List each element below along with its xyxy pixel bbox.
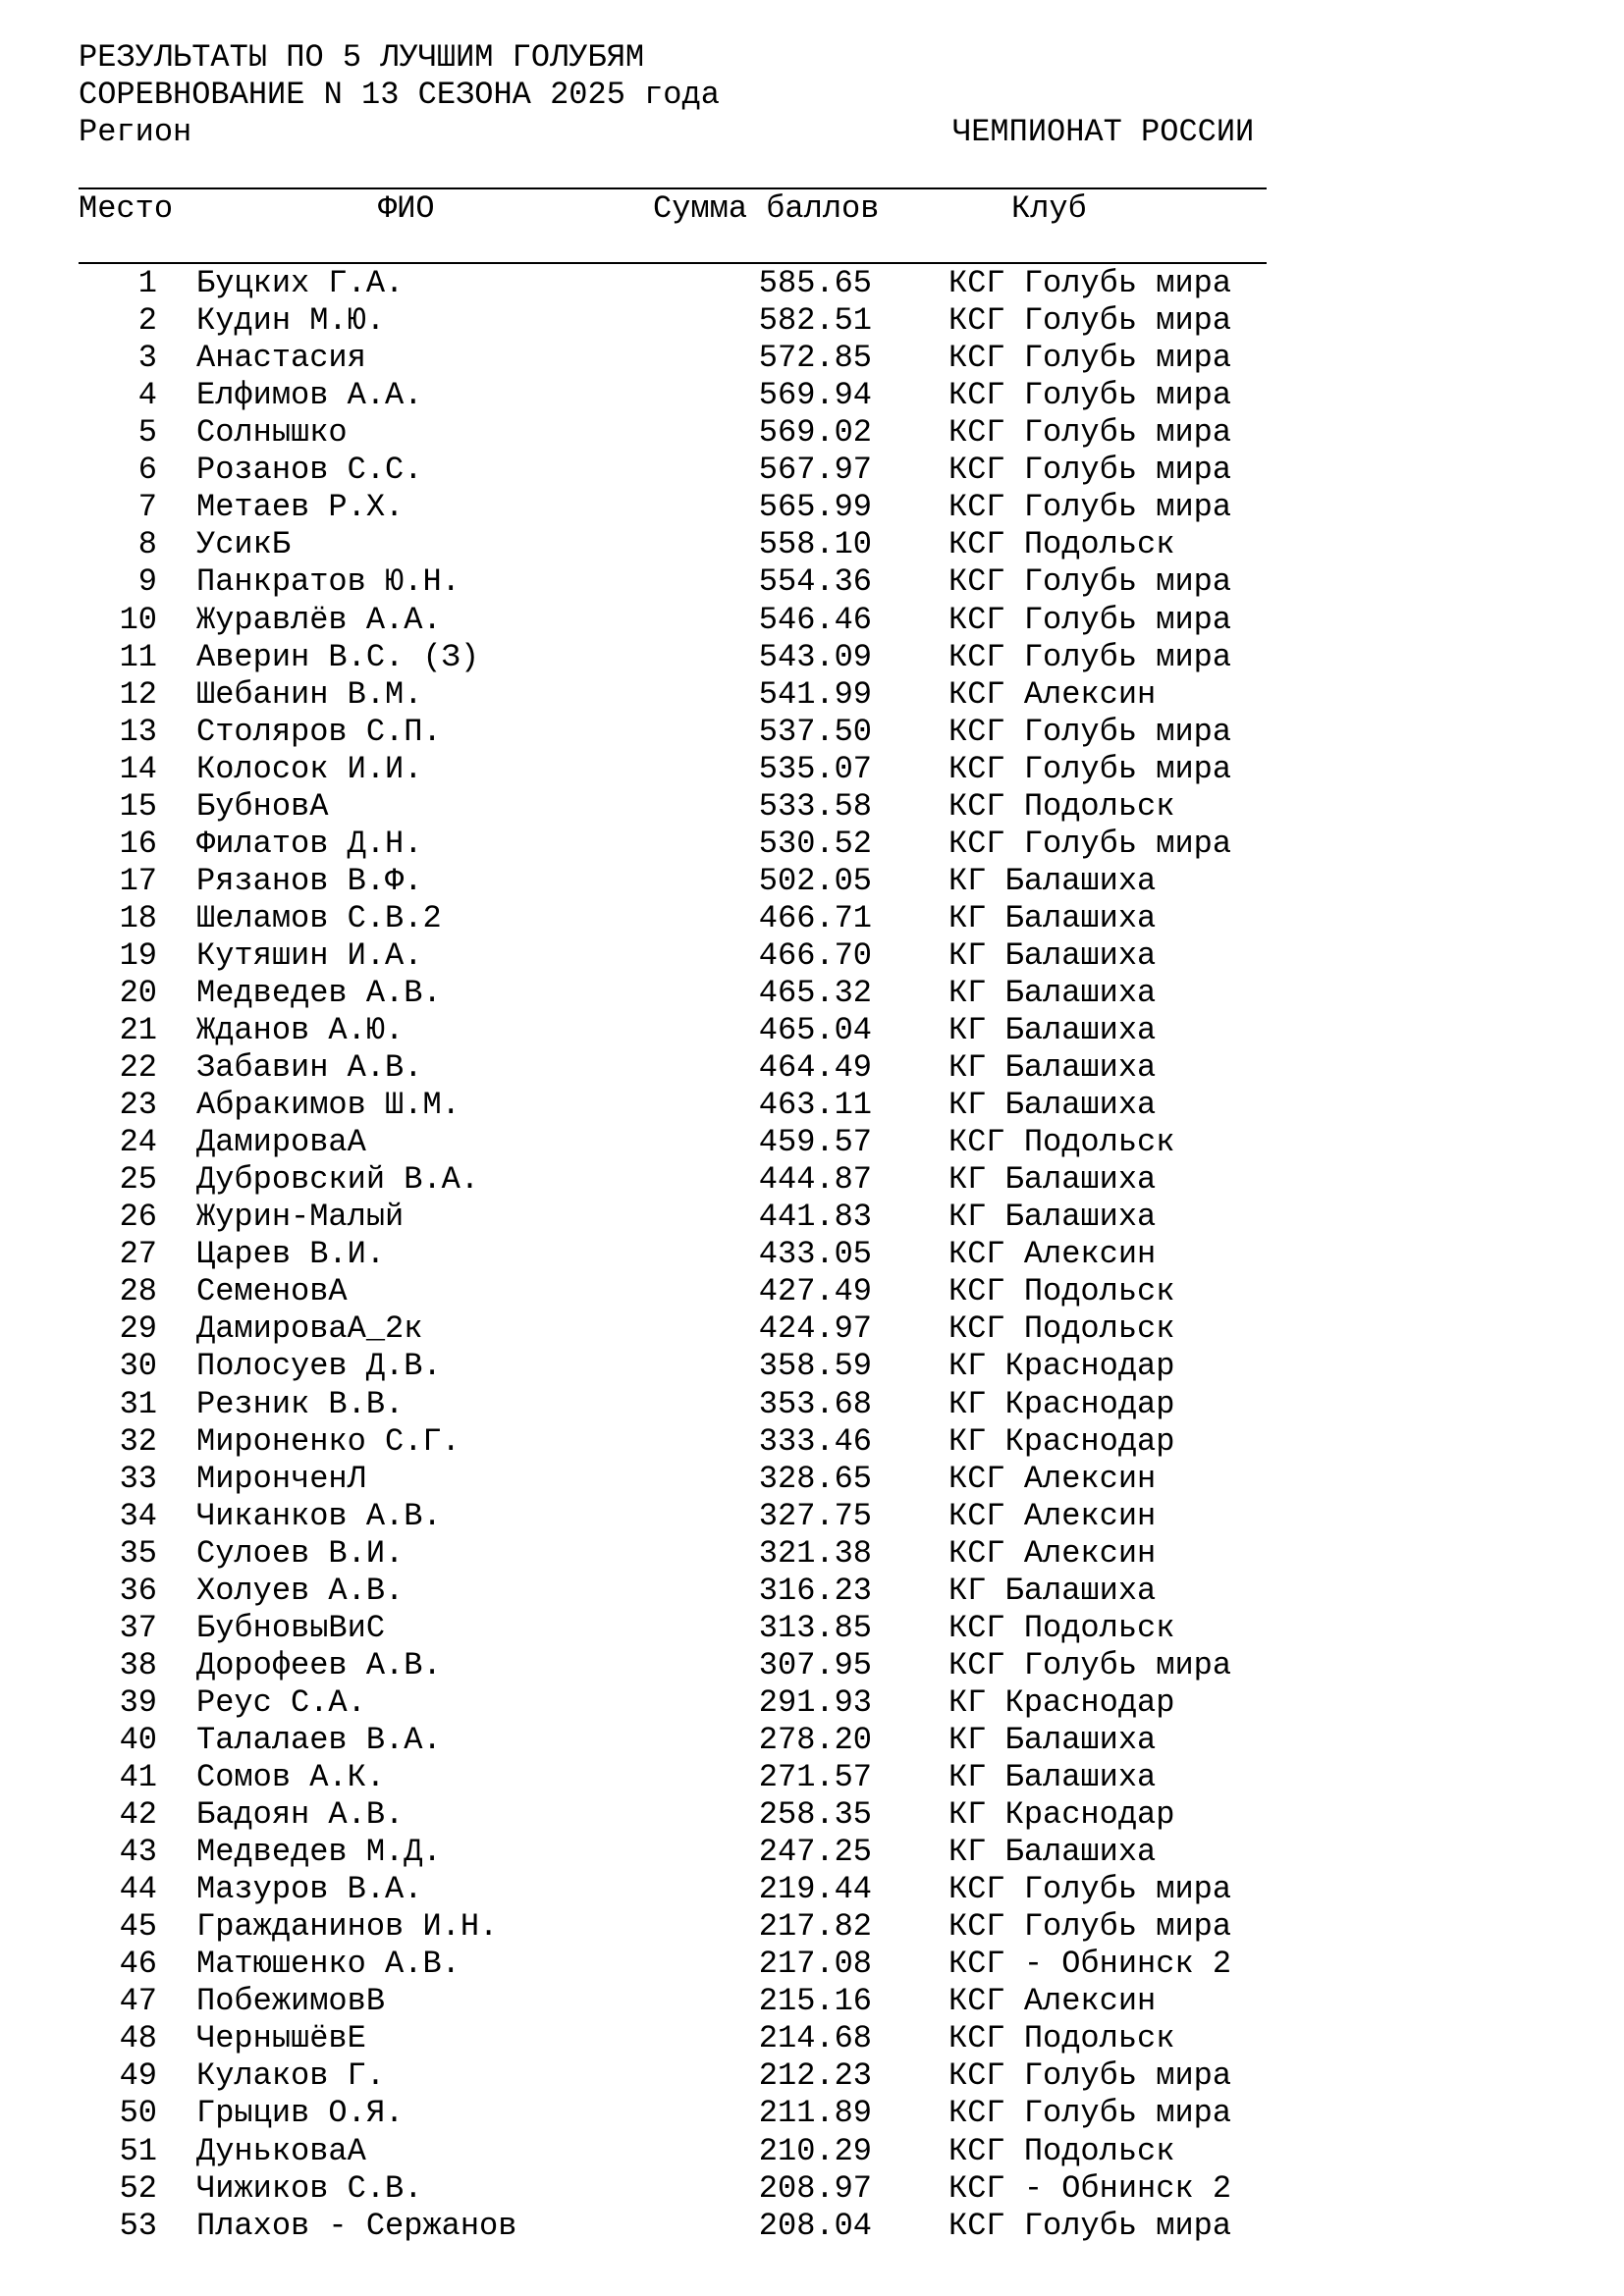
col-header-rank: Место — [79, 190, 174, 227]
rank-cell: 40 — [119, 1721, 157, 1758]
name-cell: Чиканков А.В. — [196, 1497, 442, 1534]
club-cell: КСГ Голубь мира — [948, 1871, 1232, 1908]
table-row — [0, 1908, 1624, 1946]
name-cell: Журавлёв А.А. — [196, 601, 442, 638]
rank-cell: 30 — [119, 1348, 157, 1385]
region-label: Регион — [79, 114, 192, 150]
name-cell: Розанов С.С. — [196, 452, 423, 489]
club-cell: КСГ Голубь мира — [948, 601, 1232, 638]
name-cell: Кулаков Г. — [196, 2057, 386, 2095]
table-row — [0, 751, 1624, 788]
table-row — [0, 1946, 1624, 1983]
rank-cell: 49 — [119, 2057, 157, 2095]
rank-cell: 9 — [137, 563, 157, 601]
championship-label: ЧЕМПИОНАТ РОССИИ — [952, 114, 1255, 150]
name-cell: БубновыВиС — [196, 1609, 386, 1646]
club-cell: КСГ Голубь мира — [948, 2057, 1232, 2095]
table-row — [0, 1087, 1624, 1124]
name-cell: Талалаев В.А. — [196, 1721, 442, 1758]
score-cell: 582.51 — [758, 302, 872, 340]
score-cell: 585.65 — [758, 265, 872, 301]
name-cell: ЧернышёвЕ — [196, 2020, 366, 2057]
rank-cell: 5 — [137, 414, 157, 452]
rank-cell: 41 — [119, 1759, 157, 1795]
score-cell: 465.32 — [758, 974, 872, 1011]
rank-cell: 27 — [119, 1236, 157, 1273]
score-cell: 543.09 — [758, 638, 872, 675]
rank-cell: 32 — [119, 1422, 157, 1460]
table-row — [0, 1461, 1624, 1498]
name-cell: Грыцив О.Я. — [196, 2095, 405, 2132]
table-row — [0, 1236, 1624, 1273]
club-cell: КСГ Голубь мира — [948, 563, 1232, 601]
table-row — [0, 900, 1624, 937]
name-cell: Забавин А.В. — [196, 1049, 423, 1086]
rank-cell: 11 — [119, 638, 157, 675]
rank-cell: 3 — [137, 340, 157, 377]
rank-cell: 46 — [119, 1946, 157, 1983]
rank-cell: 15 — [119, 787, 157, 825]
club-cell: КСГ Голубь мира — [948, 713, 1232, 750]
name-cell: Матюшенко А.В. — [196, 1946, 460, 1983]
club-cell: КГ Балашиха — [948, 1049, 1157, 1086]
name-cell: Мироненко С.Г. — [196, 1422, 460, 1460]
table-row — [0, 1348, 1624, 1385]
name-cell: Сомов А.К. — [196, 1759, 386, 1795]
rank-cell: 34 — [119, 1497, 157, 1534]
club-cell: КГ Балашиха — [948, 1572, 1157, 1609]
rank-cell: 47 — [119, 1983, 157, 2020]
score-cell: 328.65 — [758, 1460, 872, 1497]
table-row — [0, 1871, 1624, 1908]
rank-cell: 4 — [137, 377, 157, 414]
score-cell: 537.50 — [758, 713, 872, 750]
score-cell: 217.82 — [758, 1908, 872, 1946]
name-cell: Мазуров В.А. — [196, 1871, 423, 1908]
table-row — [0, 1834, 1624, 1871]
name-cell: Панкратов Ю.Н. — [196, 563, 460, 601]
table-row — [0, 2057, 1624, 2095]
rank-cell: 38 — [119, 1646, 157, 1683]
competition-title: СОРЕВНОВАНИЕ N 13 СЕЗОНА 2025 года — [79, 77, 720, 113]
score-cell: 459.57 — [758, 1124, 872, 1161]
rank-cell: 33 — [119, 1460, 157, 1497]
name-cell: Колосок И.И. — [196, 750, 423, 787]
table-row — [0, 676, 1624, 714]
rank-cell: 53 — [119, 2207, 157, 2244]
table-row — [0, 489, 1624, 526]
rank-cell: 35 — [119, 1534, 157, 1572]
table-row — [0, 2020, 1624, 2057]
score-cell: 572.85 — [758, 340, 872, 377]
rank-cell: 19 — [119, 936, 157, 974]
club-cell: КСГ Голубь мира — [948, 750, 1232, 787]
name-cell: Холуев А.В. — [196, 1572, 405, 1609]
club-cell: КСГ Голубь мира — [948, 1646, 1232, 1683]
rank-cell: 12 — [119, 675, 157, 713]
score-cell: 502.05 — [758, 862, 872, 899]
score-cell: 463.11 — [758, 1087, 872, 1124]
score-cell: 565.99 — [758, 489, 872, 526]
name-cell: Шебанин В.М. — [196, 675, 423, 713]
club-cell: КСГ Алексин — [948, 1534, 1157, 1572]
name-cell: Дубровский В.А. — [196, 1161, 480, 1199]
name-cell: ПобежимовВ — [196, 1983, 386, 2020]
club-cell: КСГ Подольск — [948, 1609, 1175, 1646]
table-row — [0, 1983, 1624, 2020]
table-row — [0, 937, 1624, 975]
club-cell: КГ Краснодар — [948, 1796, 1175, 1833]
club-cell: КГ Балашиха — [948, 1834, 1157, 1871]
name-cell: Абракимов Ш.М. — [196, 1087, 460, 1124]
club-cell: КГ Балашиха — [948, 862, 1157, 899]
club-cell: КСГ - Обнинск 2 — [948, 1946, 1232, 1983]
rank-cell: 8 — [137, 526, 157, 563]
score-cell: 210.29 — [758, 2132, 872, 2169]
club-cell: КГ Балашиха — [948, 974, 1157, 1011]
table-row — [0, 1049, 1624, 1087]
name-cell: Резник В.В. — [196, 1385, 405, 1422]
club-cell: КСГ Голубь мира — [948, 452, 1232, 489]
name-cell: Плахов - Сержанов — [196, 2207, 517, 2244]
table-row — [0, 452, 1624, 489]
name-cell: Филатов Д.Н. — [196, 825, 423, 862]
col-header-score: Сумма баллов — [653, 190, 880, 227]
table-row — [0, 1310, 1624, 1348]
score-cell: 211.89 — [758, 2095, 872, 2132]
rank-cell: 50 — [119, 2095, 157, 2132]
name-cell: Журин-Малый — [196, 1199, 405, 1236]
club-cell: КСГ Алексин — [948, 1236, 1157, 1273]
table-row — [0, 2170, 1624, 2208]
club-cell: КГ Балашиха — [948, 1721, 1157, 1758]
club-cell: КСГ Голубь мира — [948, 638, 1232, 675]
name-cell: СеменовА — [196, 1273, 348, 1310]
club-cell: КСГ Голубь мира — [948, 825, 1232, 862]
col-header-club: Клуб — [1011, 190, 1087, 227]
rank-cell: 48 — [119, 2020, 157, 2057]
name-cell: ДуньковаА — [196, 2132, 366, 2169]
score-cell: 530.52 — [758, 825, 872, 862]
table-row — [0, 1161, 1624, 1199]
score-cell: 567.97 — [758, 452, 872, 489]
club-cell: КСГ Голубь мира — [948, 2207, 1232, 2244]
table-row — [0, 340, 1624, 377]
score-cell: 333.46 — [758, 1422, 872, 1460]
rank-cell: 43 — [119, 1834, 157, 1871]
name-cell: Чижиков С.В. — [196, 2169, 423, 2207]
club-cell: КСГ Алексин — [948, 675, 1157, 713]
rank-cell: 31 — [119, 1385, 157, 1422]
name-cell: Столяров С.П. — [196, 713, 442, 750]
club-cell: КСГ Алексин — [948, 1497, 1157, 1534]
club-cell: КСГ Подольск — [948, 526, 1175, 563]
club-cell: КСГ Подольск — [948, 787, 1175, 825]
table-row — [0, 826, 1624, 863]
table-row — [0, 788, 1624, 826]
club-cell: КСГ Подольск — [948, 2020, 1175, 2057]
club-cell: КСГ Голубь мира — [948, 265, 1232, 301]
table-row — [0, 1423, 1624, 1461]
table-row — [0, 1012, 1624, 1049]
table-row — [0, 2095, 1624, 2132]
rank-cell: 1 — [137, 265, 157, 301]
club-cell: КСГ Подольск — [948, 1310, 1175, 1348]
rank-cell: 17 — [119, 862, 157, 899]
score-cell: 444.87 — [758, 1161, 872, 1199]
name-cell: Аверин В.С. (З) — [196, 638, 480, 675]
rank-cell: 51 — [119, 2132, 157, 2169]
table-row — [0, 563, 1624, 601]
name-cell: Жданов А.Ю. — [196, 1012, 405, 1048]
name-cell: Царев В.И. — [196, 1236, 386, 1273]
rank-cell: 45 — [119, 1908, 157, 1946]
top-rule — [79, 187, 1267, 189]
score-cell: 464.49 — [758, 1049, 872, 1086]
score-cell: 441.83 — [758, 1199, 872, 1236]
rank-cell: 13 — [119, 713, 157, 750]
table-row — [0, 1498, 1624, 1535]
name-cell: Анастасия — [196, 340, 366, 377]
club-cell: КСГ Голубь мира — [948, 340, 1232, 377]
club-cell: КГ Балашиха — [948, 1087, 1157, 1124]
score-cell: 271.57 — [758, 1759, 872, 1795]
score-cell: 358.59 — [758, 1348, 872, 1385]
rank-cell: 42 — [119, 1796, 157, 1833]
club-cell: КСГ Голубь мира — [948, 2095, 1232, 2132]
score-cell: 214.68 — [758, 2020, 872, 2057]
name-cell: Дорофеев А.В. — [196, 1646, 442, 1683]
score-cell: 465.04 — [758, 1012, 872, 1048]
club-cell: КСГ Подольск — [948, 1273, 1175, 1310]
score-cell: 291.93 — [758, 1683, 872, 1721]
col-header-name: ФИО — [378, 190, 435, 227]
club-cell: КСГ Алексин — [948, 1460, 1157, 1497]
score-cell: 466.71 — [758, 899, 872, 936]
score-cell: 541.99 — [758, 675, 872, 713]
score-cell: 533.58 — [758, 787, 872, 825]
rank-cell: 39 — [119, 1683, 157, 1721]
name-cell: Елфимов А.А. — [196, 377, 423, 414]
score-cell: 316.23 — [758, 1572, 872, 1609]
score-cell: 208.04 — [758, 2207, 872, 2244]
score-cell: 321.38 — [758, 1534, 872, 1572]
name-cell: Медведев А.В. — [196, 974, 442, 1011]
table-row — [0, 526, 1624, 563]
name-cell: Рязанов В.Ф. — [196, 862, 423, 899]
score-cell: 353.68 — [758, 1385, 872, 1422]
name-cell: Бадоян А.В. — [196, 1796, 405, 1833]
club-cell: КСГ - Обнинск 2 — [948, 2169, 1232, 2207]
rank-cell: 6 — [137, 452, 157, 489]
score-cell: 307.95 — [758, 1646, 872, 1683]
score-cell: 217.08 — [758, 1946, 872, 1983]
club-cell: КГ Балашиха — [948, 1012, 1157, 1048]
club-cell: КГ Краснодар — [948, 1348, 1175, 1385]
table-row — [0, 1722, 1624, 1759]
score-cell: 546.46 — [758, 601, 872, 638]
name-cell: ДамироваА — [196, 1124, 366, 1161]
score-cell: 569.02 — [758, 414, 872, 452]
table-row — [0, 863, 1624, 900]
score-cell: 554.36 — [758, 563, 872, 601]
table-row — [0, 602, 1624, 639]
table-row — [0, 1199, 1624, 1236]
score-cell: 558.10 — [758, 526, 872, 563]
score-cell: 424.97 — [758, 1310, 872, 1348]
rank-cell: 20 — [119, 974, 157, 1011]
rank-cell: 37 — [119, 1609, 157, 1646]
table-row — [0, 1684, 1624, 1722]
rank-cell: 2 — [137, 302, 157, 340]
club-cell: КГ Краснодар — [948, 1385, 1175, 1422]
name-cell: Метаев Р.Х. — [196, 489, 405, 526]
name-cell: Шеламов С.В.2 — [196, 899, 442, 936]
score-cell: 258.35 — [758, 1796, 872, 1833]
score-cell: 535.07 — [758, 750, 872, 787]
name-cell: Гражданинов И.Н. — [196, 1908, 499, 1946]
score-cell: 278.20 — [758, 1721, 872, 1758]
table-row — [0, 302, 1624, 340]
table-row — [0, 2133, 1624, 2170]
club-cell: КСГ Подольск — [948, 1124, 1175, 1161]
rank-cell: 36 — [119, 1572, 157, 1609]
rank-cell: 7 — [137, 489, 157, 526]
club-cell: КГ Балашиха — [948, 1161, 1157, 1199]
club-cell: КСГ Голубь мира — [948, 302, 1232, 340]
header-rule — [79, 262, 1267, 264]
table-row — [0, 1386, 1624, 1423]
rank-cell: 52 — [119, 2169, 157, 2207]
club-cell: КСГ Алексин — [948, 1983, 1157, 2020]
rank-cell: 23 — [119, 1087, 157, 1124]
score-cell: 427.49 — [758, 1273, 872, 1310]
club-cell: КСГ Голубь мира — [948, 1908, 1232, 1946]
rank-cell: 16 — [119, 825, 157, 862]
rank-cell: 18 — [119, 899, 157, 936]
name-cell: МиронченЛ — [196, 1460, 366, 1497]
score-cell: 313.85 — [758, 1609, 872, 1646]
rank-cell: 14 — [119, 750, 157, 787]
table-row — [0, 414, 1624, 452]
rank-cell: 22 — [119, 1049, 157, 1086]
rank-cell: 10 — [119, 601, 157, 638]
rank-cell: 28 — [119, 1273, 157, 1310]
club-cell: КГ Краснодар — [948, 1422, 1175, 1460]
club-cell: КГ Балашиха — [948, 1759, 1157, 1795]
score-cell: 219.44 — [758, 1871, 872, 1908]
club-cell: КГ Балашиха — [948, 936, 1157, 974]
name-cell: Реус С.А. — [196, 1683, 366, 1721]
score-cell: 327.75 — [758, 1497, 872, 1534]
score-cell: 215.16 — [758, 1983, 872, 2020]
club-cell: КСГ Подольск — [948, 2132, 1175, 2169]
table-row — [0, 1535, 1624, 1573]
name-cell: Солнышко — [196, 414, 348, 452]
table-row — [0, 639, 1624, 676]
name-cell: Кудин М.Ю. — [196, 302, 386, 340]
table-row — [0, 1647, 1624, 1684]
club-cell: КСГ Голубь мира — [948, 414, 1232, 452]
table-row — [0, 1573, 1624, 1610]
score-cell: 208.97 — [758, 2169, 872, 2207]
rank-cell: 44 — [119, 1871, 157, 1908]
score-cell: 212.23 — [758, 2057, 872, 2095]
table-row — [0, 265, 1624, 302]
club-cell: КСГ Голубь мира — [948, 377, 1232, 414]
table-row — [0, 714, 1624, 751]
rank-cell: 24 — [119, 1124, 157, 1161]
table-row — [0, 1273, 1624, 1310]
name-cell: УсикБ — [196, 526, 292, 563]
rank-cell: 26 — [119, 1199, 157, 1236]
table-row — [0, 1796, 1624, 1834]
name-cell: Буцких Г.А. — [196, 265, 405, 301]
name-cell: БубновА — [196, 787, 329, 825]
rank-cell: 25 — [119, 1161, 157, 1199]
name-cell: Медведев М.Д. — [196, 1834, 442, 1871]
table-row — [0, 1759, 1624, 1796]
score-cell: 466.70 — [758, 936, 872, 974]
table-row — [0, 2208, 1624, 2245]
rank-cell: 29 — [119, 1310, 157, 1348]
table-row — [0, 1124, 1624, 1161]
name-cell: Кутяшин И.А. — [196, 936, 423, 974]
rank-cell: 21 — [119, 1012, 157, 1048]
name-cell: ДамироваА_2к — [196, 1310, 423, 1348]
report-title: РЕЗУЛЬТАТЫ ПО 5 ЛУЧШИМ ГОЛУБЯМ — [79, 39, 645, 76]
table-row — [0, 975, 1624, 1012]
score-cell: 247.25 — [758, 1834, 872, 1871]
table-row — [0, 377, 1624, 414]
table-row — [0, 1610, 1624, 1647]
name-cell: Полосуев Д.В. — [196, 1348, 442, 1385]
score-cell: 433.05 — [758, 1236, 872, 1273]
club-cell: КГ Балашиха — [948, 1199, 1157, 1236]
club-cell: КГ Краснодар — [948, 1683, 1175, 1721]
club-cell: КСГ Голубь мира — [948, 489, 1232, 526]
name-cell: Сулоев В.И. — [196, 1534, 405, 1572]
score-cell: 569.94 — [758, 377, 872, 414]
club-cell: КГ Балашиха — [948, 899, 1157, 936]
